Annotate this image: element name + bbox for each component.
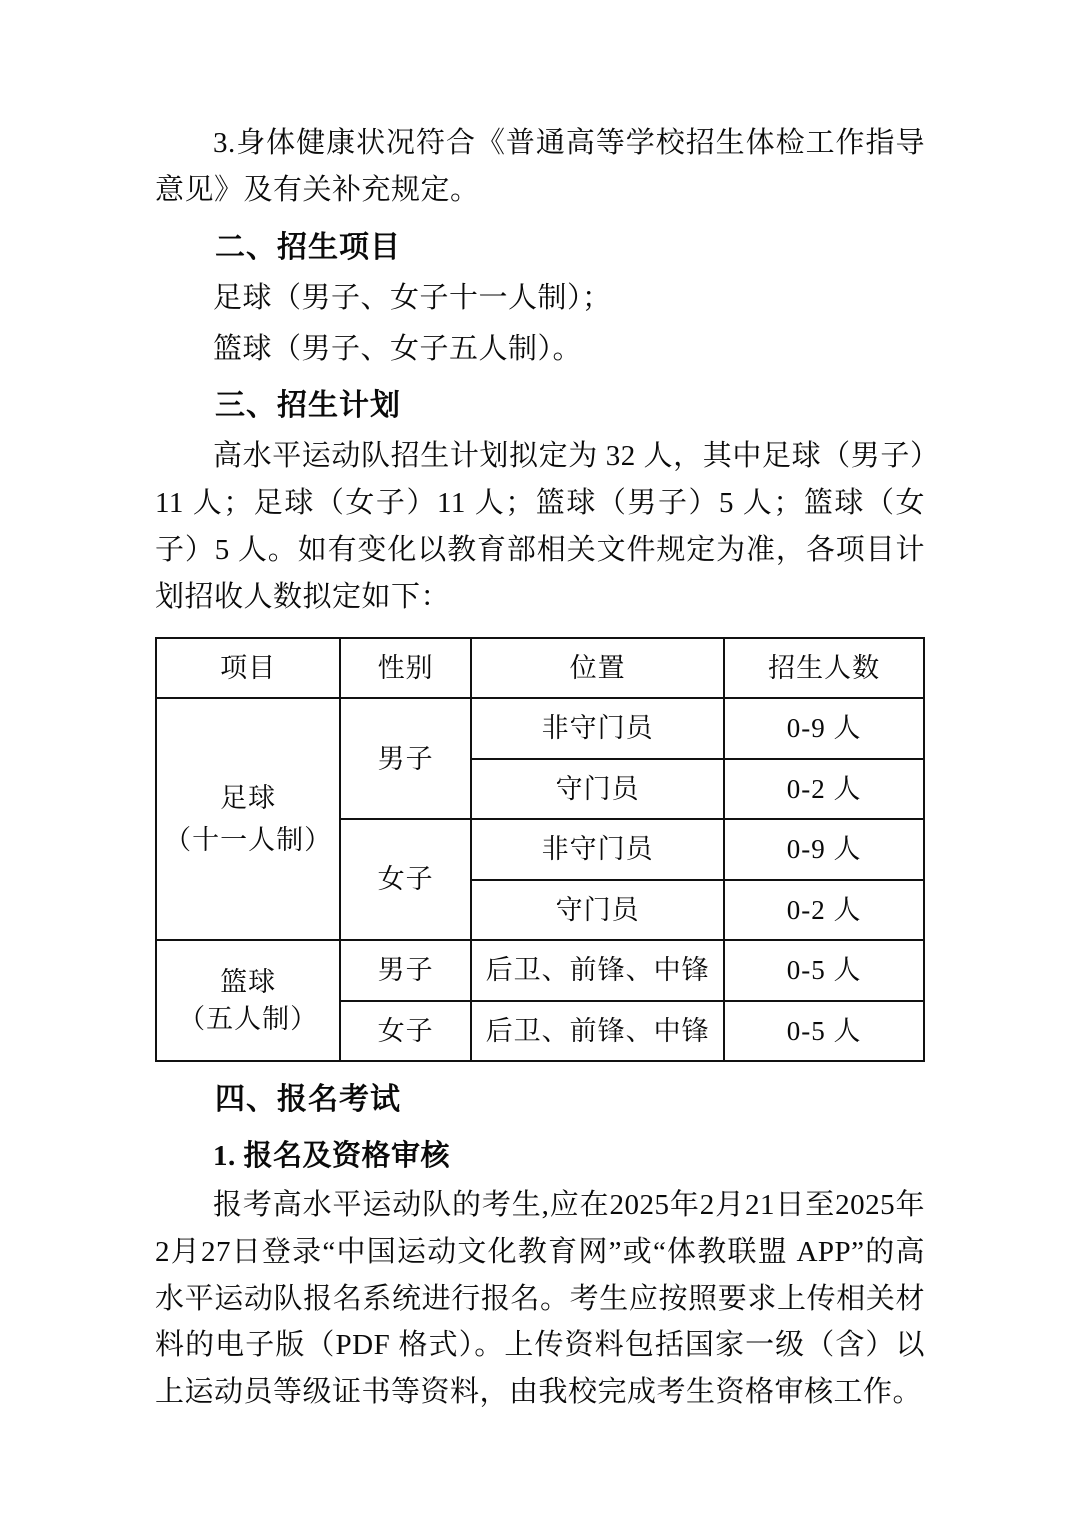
- table-row: [156, 698, 924, 758]
- table-cell-gender-female-football: 女子: [340, 819, 471, 940]
- table-cell-count: 0-5 人: [724, 940, 924, 1000]
- project-name-line1: 篮球: [220, 967, 277, 998]
- table-cell-project-football: [156, 698, 340, 940]
- paragraph-health-requirement: 3.身体健康状况符合《普通高等学校招生体检工作指导意见》及有关补充规定。: [155, 127, 925, 206]
- table-cell-position: 守门员: [471, 880, 724, 940]
- table-row: [156, 940, 924, 1000]
- table-cell-gender-male-basketball: 男子: [340, 940, 471, 1000]
- table-header-position: 位置: [471, 638, 724, 698]
- table-cell-count: 0-9 人: [724, 819, 924, 879]
- event-football: 足球（男子、女子十一人制）；: [213, 281, 612, 314]
- table-cell-position: 后卫、前锋、中锋: [471, 1001, 724, 1061]
- table-header-project: 项目: [156, 638, 340, 698]
- table-cell-count: 0-9 人: [724, 698, 924, 758]
- table-header-row: [156, 638, 924, 698]
- project-name-line2: （十一人制）: [164, 825, 333, 856]
- project-name-line2: （五人制）: [178, 1003, 319, 1034]
- table-cell-count: 0-2 人: [724, 759, 924, 819]
- paragraph-registration-details: 报考高水平运动队的考生,应在2025年2月21日至2025年2月27日登录“中国运动文化教育网”或“体教联盟 APP”的高水平运动队报名系统进行报名。考生应按照要求上传相关材料的电子版（PDF 格式）。上传资料包括国家一级（含）以上运动员等级证书等资料，由我校完成考生资格审核工作。: [155, 1188, 925, 1409]
- event-basketball: 篮球（男子、女子五人制）。: [213, 332, 583, 365]
- table-cell-position: 守门员: [471, 759, 724, 819]
- table-cell-count: 0-5 人: [724, 1001, 924, 1061]
- project-name-line1: 足球: [220, 782, 277, 813]
- admission-plan-table: [155, 637, 925, 1062]
- section-heading-registration-exam: 四、报名考试: [215, 1083, 401, 1116]
- table-cell-gender-female-basketball: 女子: [340, 1001, 471, 1061]
- table-header-count: 招生人数: [724, 638, 924, 698]
- table-cell-project-basketball: [156, 940, 340, 1061]
- section-heading-admission-events: 二、招生项目: [215, 230, 401, 264]
- paragraph-admission-plan: 高水平运动队招生计划拟定为 32 人，其中足球（男子）11 人；足球（女子）11 人；篮球（男子）5 人；篮球（女子）5 人。如有变化以教育部相关文件规定为准，各项目计划招收人数拟定如下：: [155, 440, 925, 613]
- table-cell-position: 后卫、前锋、中锋: [471, 940, 724, 1000]
- subsection-heading-registration-review: 1. 报名及资格审核: [213, 1139, 451, 1172]
- section-heading-admission-plan: 三、招生计划: [215, 389, 401, 423]
- table-cell-count: 0-2 人: [724, 880, 924, 940]
- table-header-gender: 性别: [340, 638, 471, 698]
- table-cell-position: 非守门员: [471, 698, 724, 758]
- table-cell-position: 非守门员: [471, 819, 724, 879]
- table-cell-gender-male-football: 男子: [340, 698, 471, 819]
